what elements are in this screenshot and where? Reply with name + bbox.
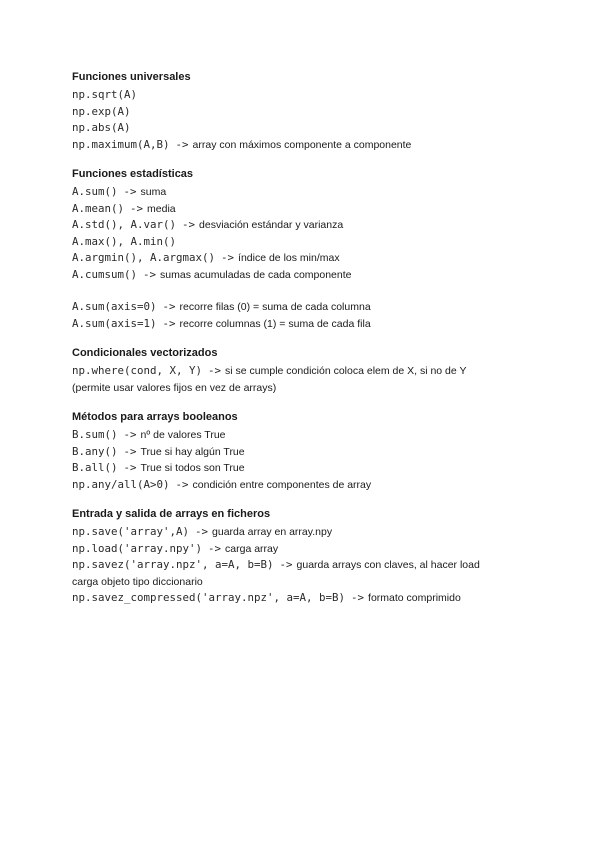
text-line bbox=[72, 557, 542, 574]
section bbox=[72, 410, 542, 493]
text-line bbox=[72, 217, 542, 234]
code-snippet: np.any/all(A>0) bbox=[72, 477, 170, 491]
description-text: carga array bbox=[225, 542, 279, 555]
text-line bbox=[72, 316, 542, 333]
text-line bbox=[72, 524, 542, 541]
code-snippet: A.sum(axis=0) bbox=[72, 300, 157, 313]
description-text: recorre filas (0) = suma de cada columna bbox=[179, 301, 371, 313]
code-snippet: A.cumsum() bbox=[72, 267, 138, 281]
code-snippet: np.abs(A) bbox=[72, 121, 131, 134]
arrow-symbol: -> bbox=[175, 477, 189, 491]
code-snippet: np.maximum(A,B) bbox=[72, 137, 170, 151]
text-line bbox=[72, 201, 542, 218]
description-text: nº de valores True bbox=[140, 429, 226, 441]
arrow-symbol: -> bbox=[143, 267, 157, 281]
text-line bbox=[72, 137, 542, 154]
text-line bbox=[72, 184, 542, 201]
code-snippet: np.load('array.npy') bbox=[72, 541, 203, 555]
arrow-symbol: -> bbox=[123, 428, 137, 441]
code-snippet: np.where(cond, X, Y) bbox=[72, 364, 203, 377]
section-heading: Funciones universales bbox=[72, 71, 191, 83]
text-line bbox=[72, 87, 542, 104]
description-text: (permite usar valores fijos en vez de arrays) bbox=[72, 381, 277, 394]
description-text: si se cumple condición coloca elem de X, si no de Y bbox=[225, 365, 467, 377]
code-snippet: np.save('array',A) bbox=[72, 525, 190, 538]
text-line bbox=[72, 574, 542, 591]
code-snippet: np.savez_compressed('array.npz', a=A, b=B) bbox=[72, 591, 346, 604]
description-text: índice de los min/max bbox=[238, 252, 340, 264]
description-text: True si hay algún True bbox=[140, 445, 245, 458]
text-line bbox=[72, 104, 542, 121]
description-text: formato comprimido bbox=[368, 592, 461, 604]
code-snippet: np.savez('array.npz', a=A, b=B) bbox=[72, 558, 274, 571]
arrow-symbol: -> bbox=[162, 300, 176, 313]
text-line bbox=[72, 120, 542, 137]
arrow-symbol: -> bbox=[130, 201, 144, 215]
code-snippet: A.mean() bbox=[72, 201, 125, 215]
text-line bbox=[72, 363, 542, 380]
arrow-symbol: -> bbox=[123, 461, 137, 474]
text-line bbox=[72, 460, 542, 477]
arrow-symbol: -> bbox=[221, 251, 235, 264]
text-line bbox=[72, 250, 542, 267]
description-text: sumas acumuladas de cada componente bbox=[160, 268, 352, 281]
code-snippet: A.sum(axis=1) bbox=[72, 316, 157, 330]
section bbox=[72, 70, 542, 153]
arrow-symbol: -> bbox=[195, 525, 209, 538]
blank-line bbox=[72, 283, 542, 299]
arrow-symbol: -> bbox=[123, 185, 137, 198]
document-content bbox=[72, 70, 542, 621]
text-line bbox=[72, 477, 542, 494]
arrow-symbol: -> bbox=[208, 364, 222, 377]
code-snippet: np.exp(A) bbox=[72, 104, 131, 118]
section bbox=[72, 507, 542, 607]
code-snippet: B.all() bbox=[72, 461, 118, 474]
text-line bbox=[72, 444, 542, 461]
section bbox=[72, 167, 542, 332]
arrow-symbol: -> bbox=[123, 444, 137, 458]
code-snippet: B.any() bbox=[72, 444, 118, 458]
description-text: carga objeto tipo diccionario bbox=[72, 575, 203, 588]
code-snippet: A.max(), A.min() bbox=[72, 234, 177, 248]
text-line bbox=[72, 541, 542, 558]
arrow-symbol: -> bbox=[162, 316, 176, 330]
section-heading: Entrada y salida de arrays en ficheros bbox=[72, 508, 271, 520]
section-heading: Condicionales vectorizados bbox=[72, 347, 218, 359]
arrow-symbol: -> bbox=[175, 137, 189, 151]
text-line bbox=[72, 380, 542, 397]
code-snippet: A.std(), A.var() bbox=[72, 218, 177, 231]
arrow-symbol: -> bbox=[279, 558, 293, 571]
description-text: guarda arrays con claves, al hacer load bbox=[296, 559, 480, 571]
section-heading: Métodos para arrays booleanos bbox=[72, 411, 238, 423]
section-heading: Funciones estadísticas bbox=[72, 168, 194, 180]
code-snippet: B.sum() bbox=[72, 428, 118, 441]
text-line bbox=[72, 590, 542, 607]
arrow-symbol: -> bbox=[351, 591, 365, 604]
description-text: array con máximos componente a componente bbox=[192, 138, 412, 151]
description-text: media bbox=[147, 202, 176, 215]
description-text: condición entre componentes de array bbox=[192, 478, 372, 491]
code-snippet: np.sqrt(A) bbox=[72, 88, 138, 101]
code-snippet: A.sum() bbox=[72, 185, 118, 198]
code-snippet: A.argmin(), A.argmax() bbox=[72, 251, 216, 264]
text-line bbox=[72, 427, 542, 444]
arrow-symbol: -> bbox=[208, 541, 222, 555]
section bbox=[72, 346, 542, 396]
description-text: suma bbox=[140, 186, 167, 198]
arrow-symbol: -> bbox=[182, 218, 196, 231]
description-text: guarda array en array.npy bbox=[212, 526, 333, 538]
description-text: recorre columnas (1) = suma de cada fila bbox=[179, 317, 371, 330]
text-line bbox=[72, 267, 542, 284]
text-line bbox=[72, 299, 542, 316]
text-line bbox=[72, 234, 542, 251]
description-text: True si todos son True bbox=[140, 462, 245, 474]
description-text: desviación estándar y varianza bbox=[199, 219, 344, 231]
